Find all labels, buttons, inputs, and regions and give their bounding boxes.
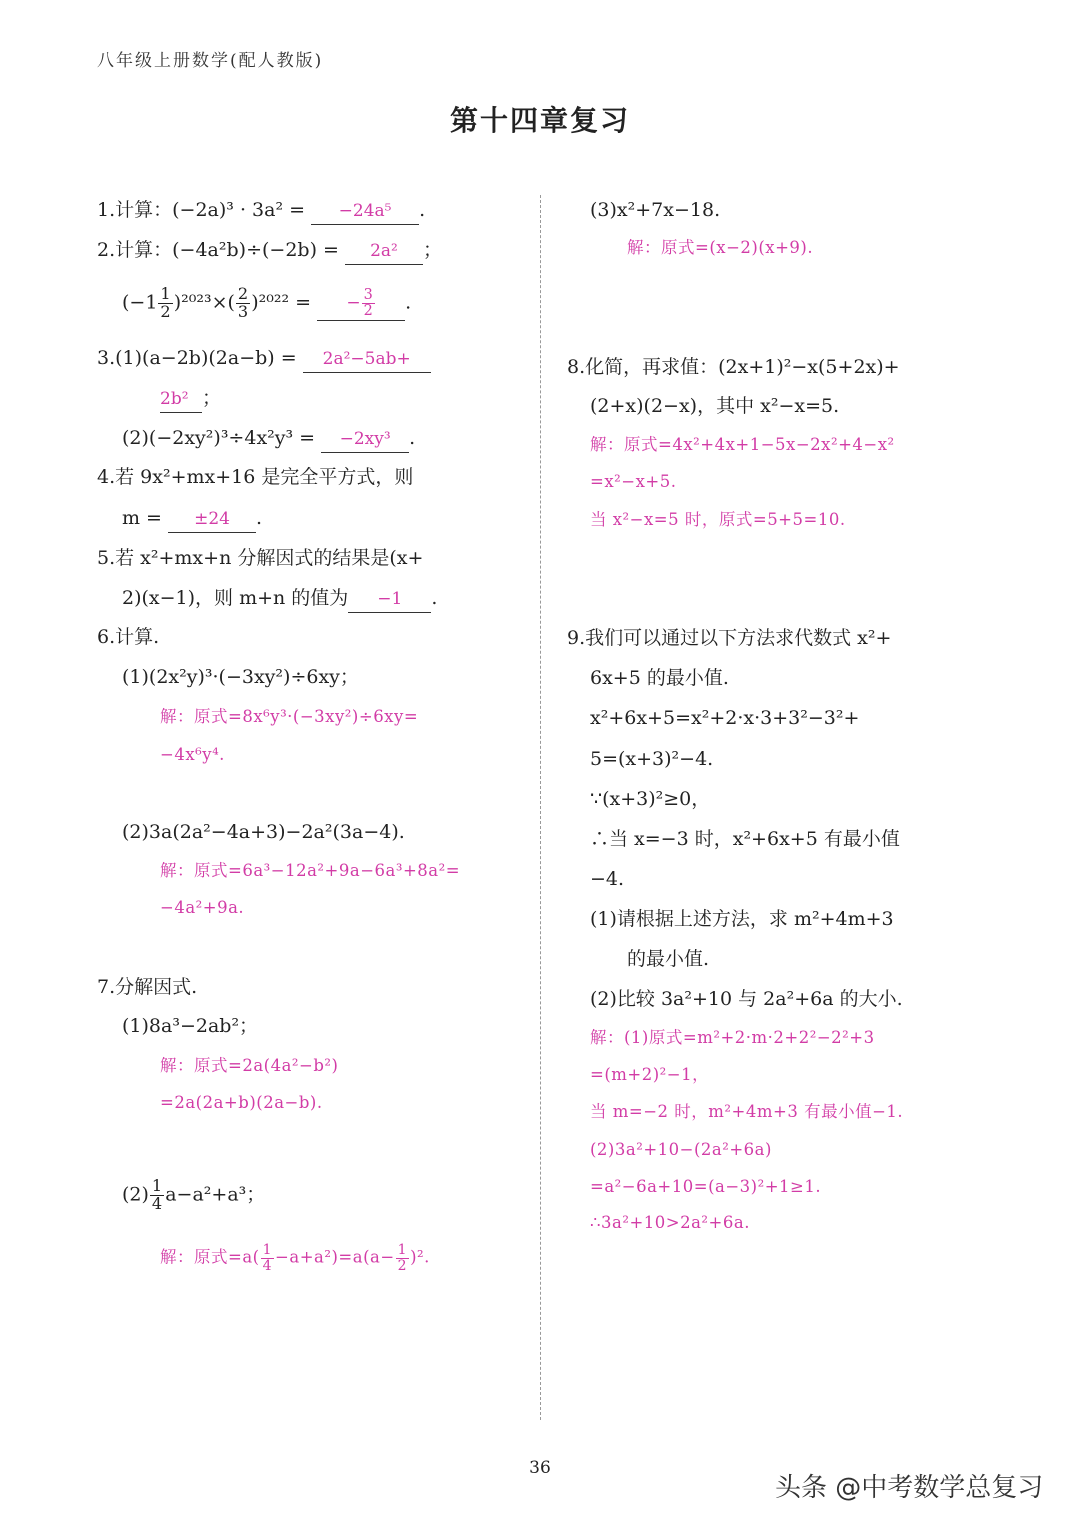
q6-part2: (2)3a(2a²−4a+3)−2a²(3a−4). [122,821,405,843]
q9-line5: ∵(x+3)²≥0， [590,788,711,810]
column-divider [540,195,541,1420]
q6-title: 6.计算. [97,626,160,648]
q9-solution-line4: (2)3a²+10−(2a²+6a) [590,1140,772,1159]
q6-solution1-line2: −4x⁶y⁴. [160,745,225,764]
q9-solution-line5: =a²−6a+10=(a−3)²+1≥1. [590,1177,822,1196]
numerator: 2 [237,284,249,303]
denominator: 4 [151,1193,163,1213]
fraction [150,1178,164,1213]
s2a: 解：原式=a( [160,1247,260,1267]
q3-answer-1: 2a²−5ab+ [303,346,431,373]
question-5-line2 [122,585,437,613]
question-1 [97,197,425,225]
q9-line4: 5=(x+3)²−4. [590,748,714,770]
q7-solution3: 解：原式=(x−2)(x+9). [627,238,814,257]
s2b: −a+a²)=a(a− [275,1247,395,1267]
q2-answer-2 [317,288,405,320]
q8-solution-line2: =x²−x+5. [590,472,677,491]
q2-l2a: (−1 [122,291,158,314]
source-watermark: 头条 @中考数学总复习 [775,1473,1044,1503]
denominator: 2 [363,303,373,320]
q5-l2: 2)(x−1)，则 m+n 的值为 [122,587,349,609]
q3-end1: ； [202,387,222,409]
question-4-line2 [122,505,262,533]
q6-part1: (1)(2x²y)³·(−3xy²)÷6xy； [122,666,359,688]
q7-part1: (1)8a³−2ab²； [122,1015,259,1037]
book-header: 八年级上册数学(配人教版) [97,51,324,71]
q9-line7: −4. [590,868,625,890]
q3-p2: (2)(−2xy²)³÷4x²y³ = [122,427,316,449]
q9-solution-line2: =(m+2)²−1， [590,1065,710,1084]
fraction [261,1243,274,1273]
fraction [236,286,250,321]
numerator: 1 [160,284,171,303]
q6-solution1-line1: 解：原式=8x⁶y³·(−3xy²)÷6xy= [160,707,419,726]
q1-end: . [419,199,426,221]
page-title: 第十四章复习 [449,104,630,137]
q2-l2c: )²⁰²² = [251,291,312,314]
q9-solution-line1: 解：(1)原式=m²+2·m·2+2²−2²+3 [590,1028,875,1047]
q2-answer: 2a² [345,238,423,265]
question-2-part2 [122,286,411,321]
q2-text: 2.计算：(−4a²b)÷(−2b) = [97,239,339,261]
q9-part1-line1: (1)请根据上述方法，求 m²+4m+3 [590,908,894,930]
q9-line3: x²+6x+5=x²+2·x·3+3²−3²+ [590,707,860,729]
q8-solution-line3: 当 x²−x=5 时，原式=5+5=10. [590,510,846,529]
numerator: 1 [397,1242,408,1258]
q3-answer-2: 2b² [160,386,202,413]
sign: − [346,293,361,314]
fraction [362,288,375,319]
q3-end2: . [409,427,416,449]
q1-text: 1.计算：(−2a)³ · 3a² = [97,199,306,221]
numerator: 1 [262,1242,273,1258]
q7-solution1-line1: 解：原式=2a(4a²−b²) [160,1056,339,1075]
question-3 [97,345,431,373]
q5-end: . [431,587,438,609]
q4-end: . [256,507,263,529]
fraction [396,1243,409,1273]
denominator: 3 [237,301,249,321]
numerator: 3 [363,287,373,304]
q1-answer: −24a⁵ [311,198,419,225]
question-2 [97,237,442,265]
q4-l2: m = [122,507,162,529]
q6-solution2-line1: 解：原式=6a³−12a²+9a−6a³+8a²= [160,861,461,880]
page-number: 36 [529,1458,551,1478]
q9-line2: 6x+5 的最小值. [590,667,729,689]
q5-answer: −1 [348,586,431,613]
q9-solution-line3: 当 m=−2 时，m²+4m+3 有最小值−1. [590,1102,904,1121]
q5-line1: 5.若 x²+mx+n 分解因式的结果是(x+ [97,547,424,569]
q9-line6: ∴当 x=−3 时，x²+6x+5 有最小值 [590,828,900,850]
q3-text: 3.(1)(a−2b)(2a−b) = [97,347,297,369]
q8-line1: 8.化简，再求值：(2x+1)²−x(5+2x)+ [567,356,900,378]
q8-solution-line1: 解：原式=4x²+4x+1−5x−2x²+4−x² [590,435,895,454]
q2-end2: . [405,291,412,314]
q2-end: ； [423,239,443,261]
fraction [158,286,172,321]
q7-p2a: (2) [122,1183,149,1206]
q9-part1-line2: 的最小值. [627,948,710,970]
q7-part3: (3)x²+7x−18. [590,199,721,221]
s2c: )². [410,1247,430,1267]
numerator: 1 [151,1176,163,1195]
q4-line1: 4.若 9x²+mx+16 是完全平方式，则 [97,466,414,488]
question-3-cont [160,385,221,413]
q9-solution-line6: ∴3a²+10>2a²+6a. [590,1213,750,1232]
q7-solution2 [160,1243,430,1273]
q6-solution2-line2: −4a²+9a. [160,898,245,917]
question-3-part2 [122,425,415,453]
q9-line1: 9.我们可以通过以下方法求代数式 x²+ [567,627,892,649]
q3-answer-3: −2xy³ [321,426,409,453]
q8-line2: (2+x)(2−x)，其中 x²−x=5. [590,395,840,417]
q7-title: 7.分解因式. [97,976,198,998]
q7-solution1-line2: =2a(2a+b)(2a−b). [160,1093,323,1112]
denominator: 2 [397,1257,408,1274]
q2-l2b: )²⁰²³×( [173,291,235,314]
q9-part2: (2)比较 3a²+10 与 2a²+6a 的大小. [590,988,903,1010]
q7-part2 [122,1178,265,1213]
denominator: 2 [160,301,171,321]
q7-p2b: a−a²+a³； [165,1183,266,1206]
denominator: 4 [262,1257,273,1274]
q4-answer: ±24 [168,506,256,533]
